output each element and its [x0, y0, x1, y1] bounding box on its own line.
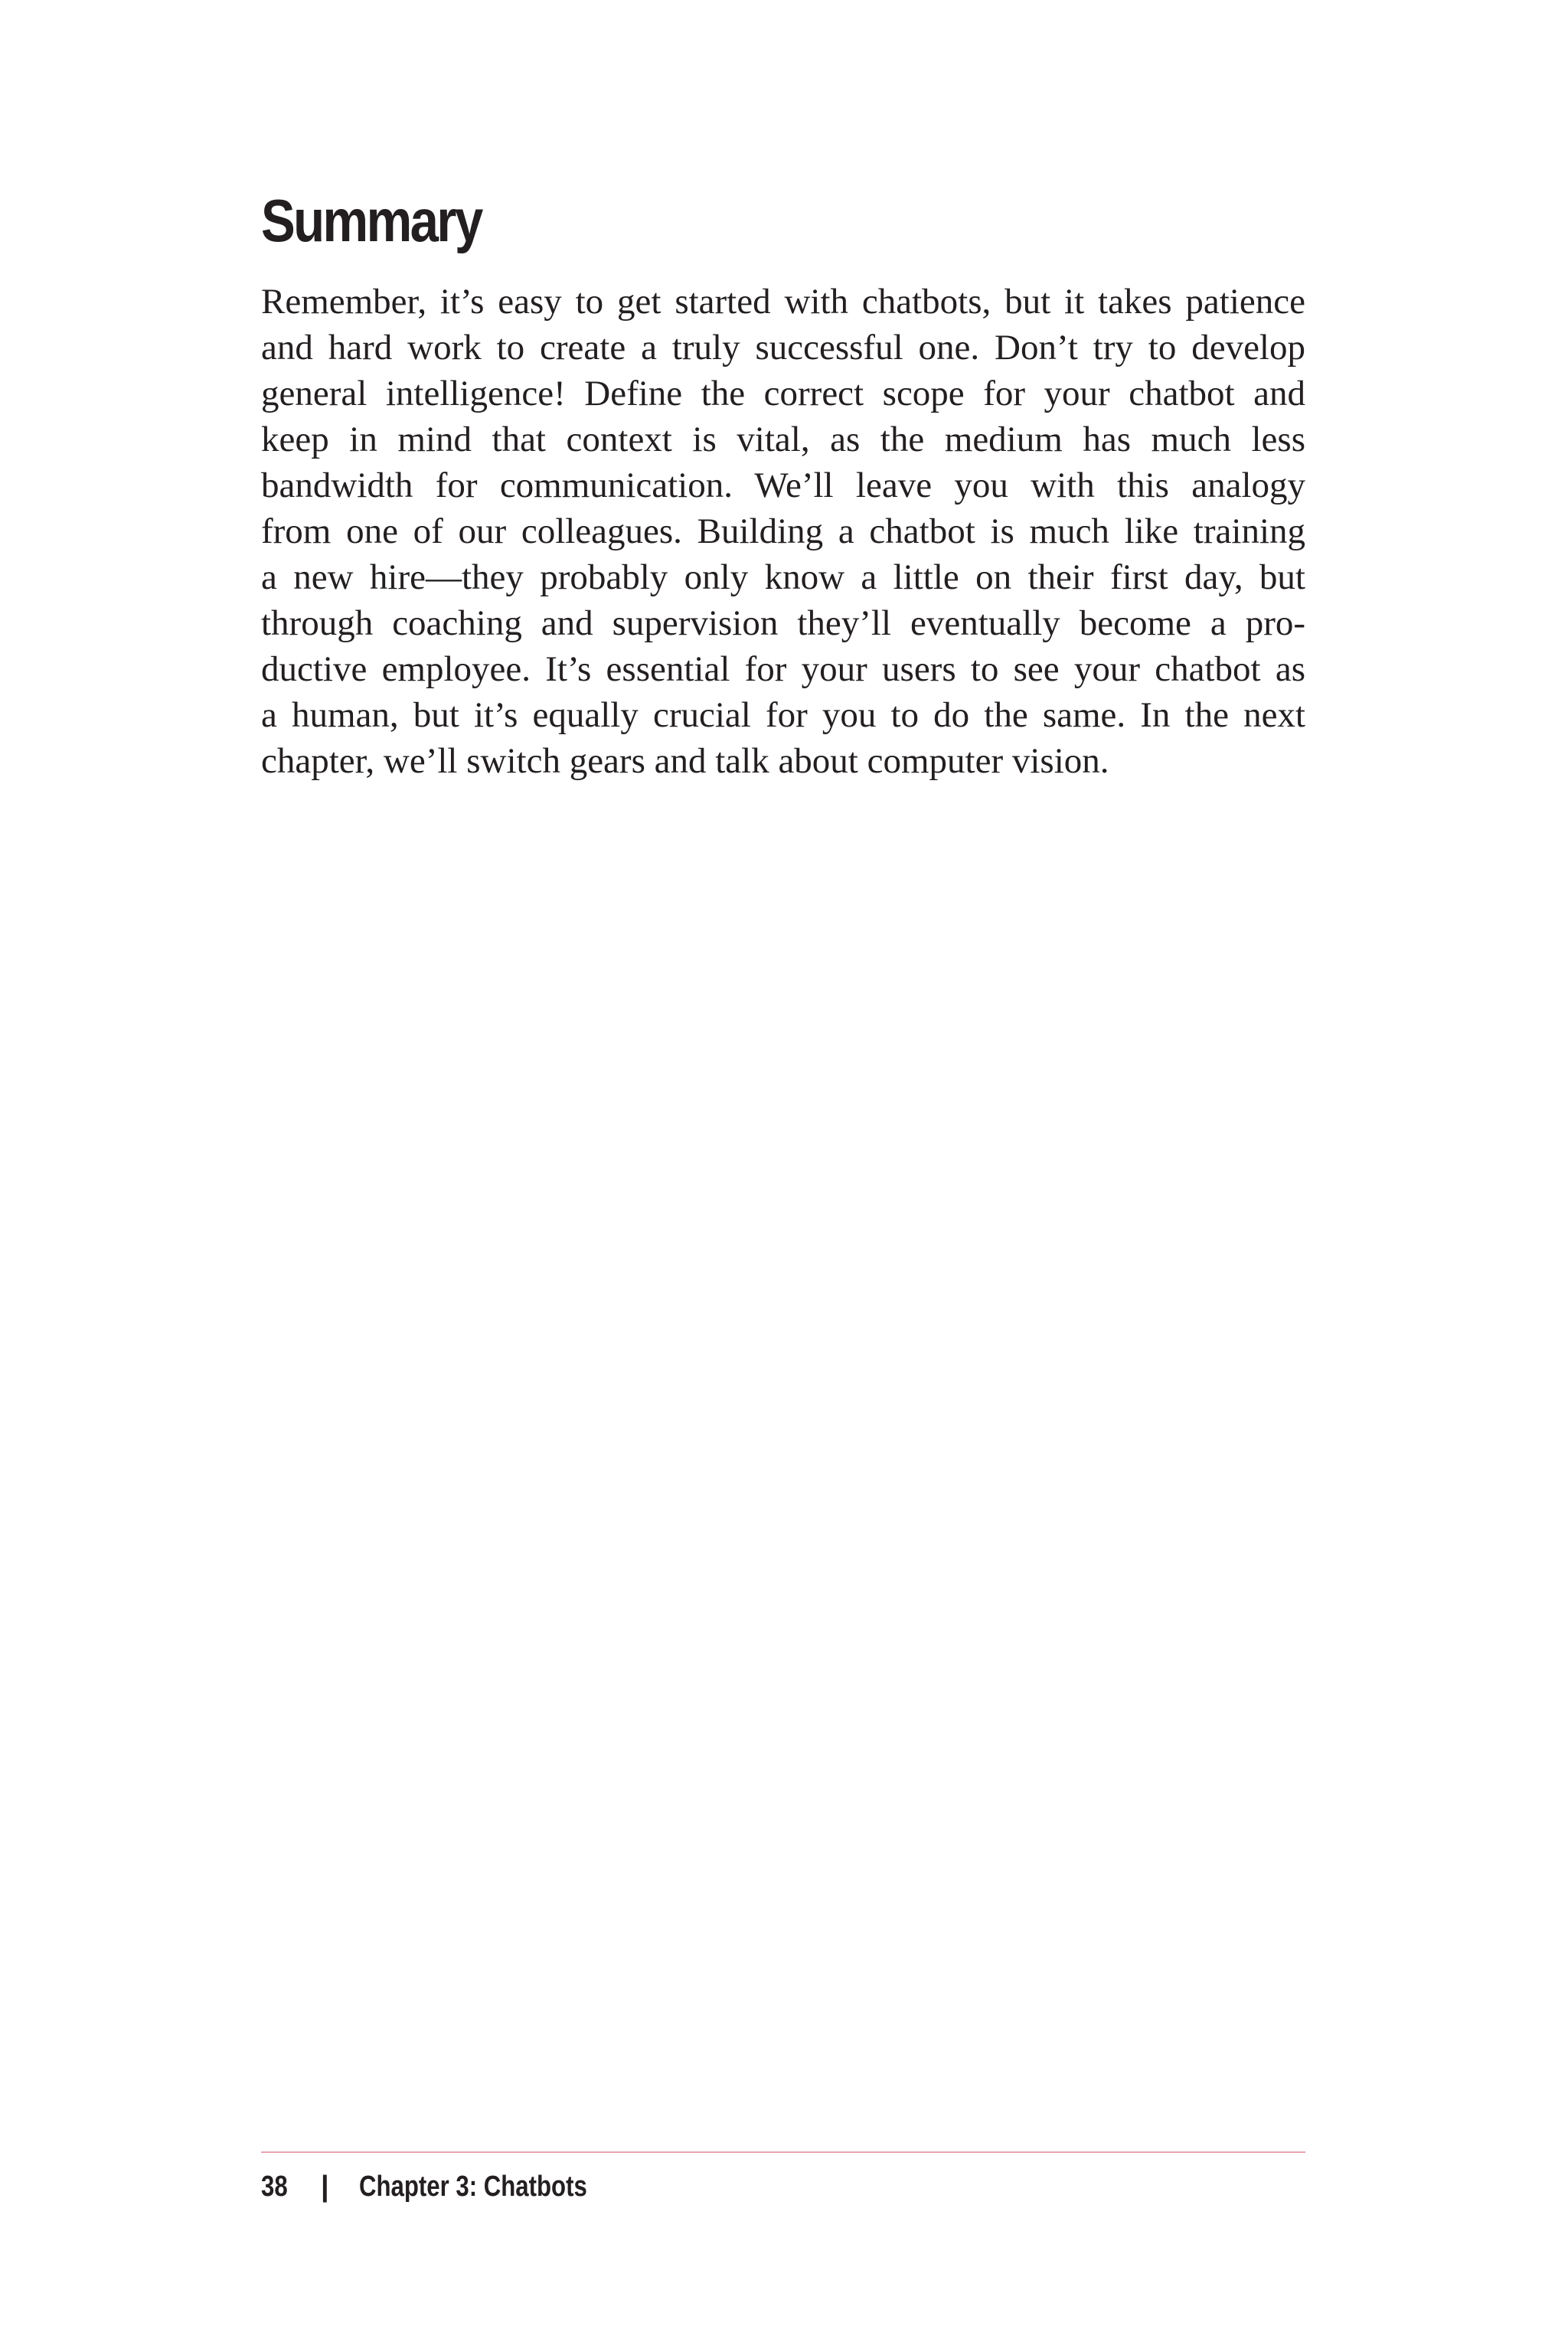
paragraph-line: Remember, it’s easy to get started with chatbots, but it takes patience — [261, 282, 1305, 322]
paragraph-line: bandwidth for communication. We’ll leave you with this analogy — [261, 466, 1305, 505]
paragraph-line: from one of our colleagues. Building a chatbot is much like training — [261, 511, 1305, 551]
paragraph-line: a new hire—they probably only know a little on their first day, but — [261, 557, 1305, 597]
footer-separator: | — [321, 2171, 329, 2203]
running-head: Chapter 3: Chatbots — [359, 2171, 587, 2203]
footer-rule — [261, 2151, 1305, 2153]
section-title: Summary — [261, 187, 482, 254]
paragraph-line: and hard work to create a truly successful one. Don’t try to develop — [261, 328, 1305, 368]
paragraph-line: general intelligence! Define the correct scope for your chatbot and — [261, 374, 1305, 413]
page-number: 38 — [261, 2171, 288, 2203]
page-footer — [261, 2164, 587, 2210]
paragraph-line: chapter, we’ll switch gears and talk about computer vision. — [261, 741, 1109, 781]
paragraph-line: a human, but it’s equally crucial for you to do the same. In the next — [261, 695, 1305, 735]
paragraph-line: ductive employee. It’s essential for your users to see your chatbot as — [261, 649, 1305, 689]
summary-paragraph — [261, 279, 1305, 784]
paragraph-line: keep in mind that context is vital, as the medium has much less — [261, 420, 1305, 459]
paragraph-line: through coaching and supervision they’ll eventually become a pro- — [261, 603, 1305, 643]
